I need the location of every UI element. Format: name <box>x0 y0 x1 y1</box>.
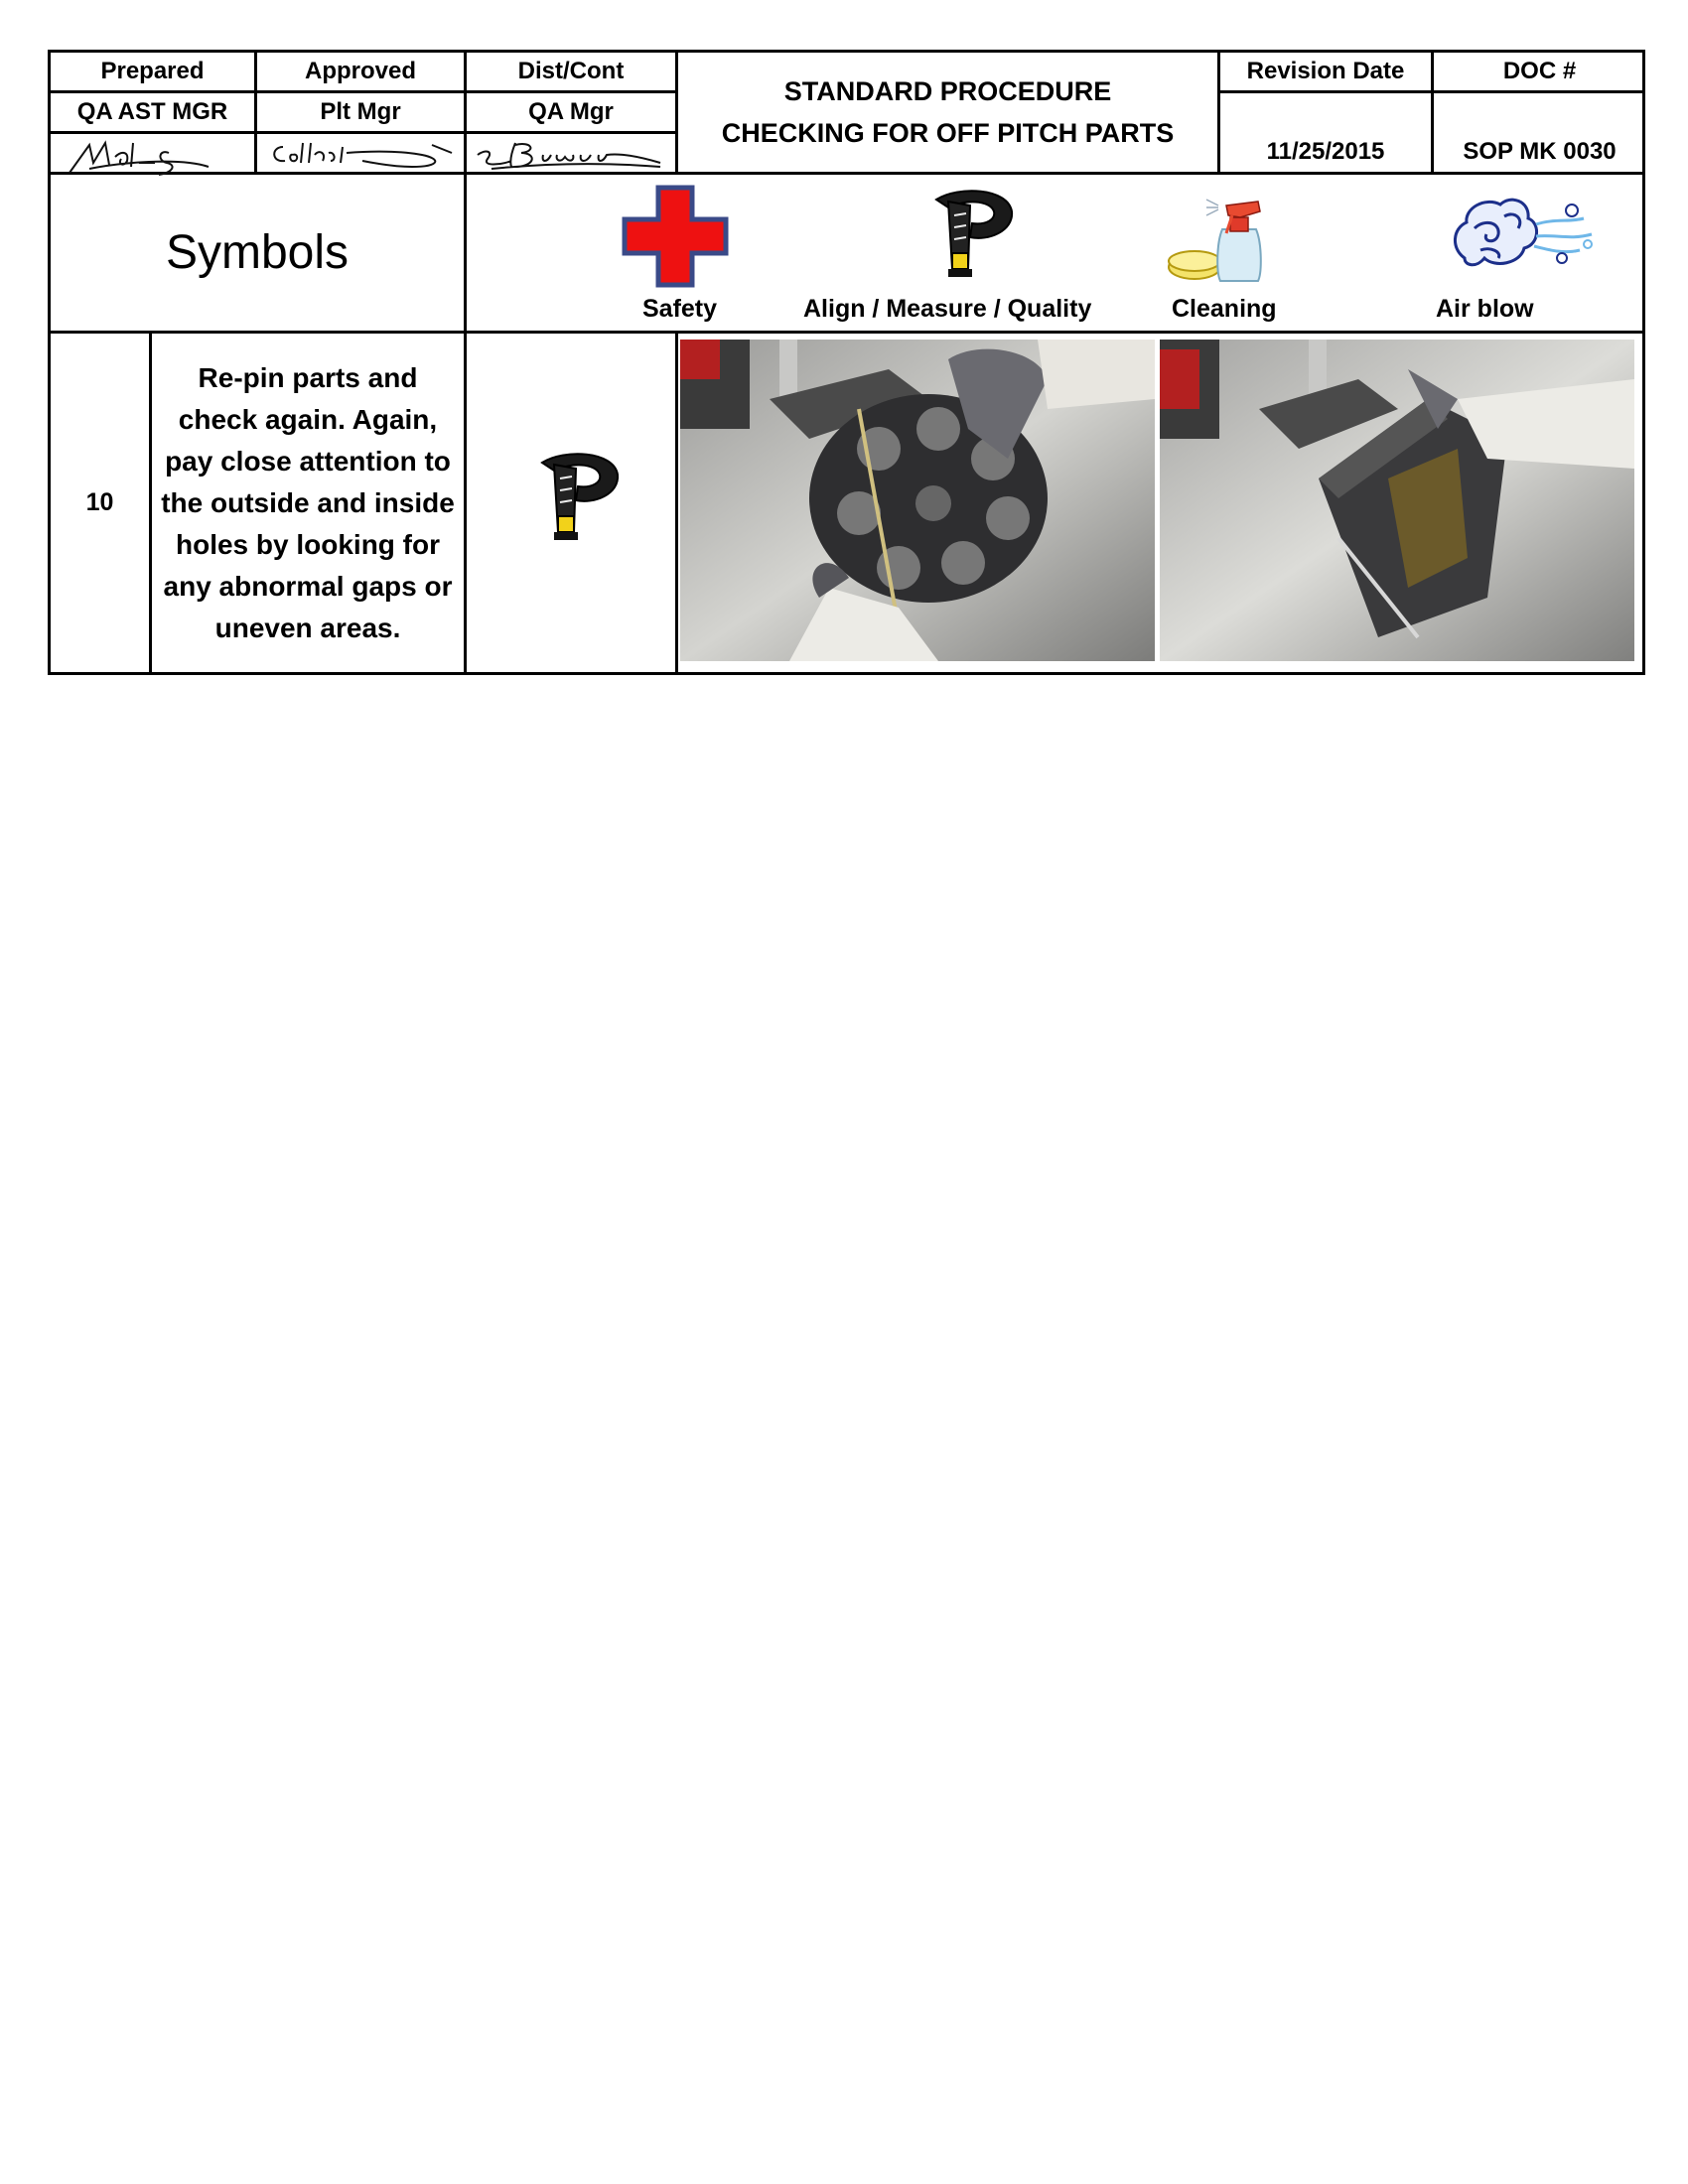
revision-date-header: Revision Date <box>1246 58 1405 84</box>
instruction-line: the outside and inside <box>161 486 455 518</box>
air-blow-icon <box>1445 189 1599 278</box>
dist-cont-signature <box>472 133 670 175</box>
step-instruction <box>152 334 464 672</box>
prepared-role: QA AST MGR <box>76 98 228 125</box>
doc-number-header: DOC # <box>1502 58 1577 84</box>
spray-bottle-icon <box>1167 194 1276 288</box>
title-line-1: STANDARD PROCEDURE <box>783 76 1112 106</box>
instruction-line: uneven areas. <box>214 612 401 643</box>
dist-cont-role: QA Mgr <box>528 98 614 125</box>
approved-header: Approved <box>304 58 416 84</box>
symbols-heading: Symbols <box>165 226 350 279</box>
symbol-label-align: Align / Measure / Quality <box>803 295 1092 323</box>
instruction-line: any abnormal gaps or <box>163 570 453 602</box>
pitch-p-icon <box>918 184 1018 283</box>
page-title <box>678 53 1217 172</box>
revision-date-value: 11/25/2015 <box>1266 138 1385 165</box>
title-line-2: CHECKING FOR OFF PITCH PARTS <box>721 118 1175 148</box>
approved-signature <box>263 133 462 175</box>
instruction-line: pay close attention to <box>165 445 451 477</box>
approved-role: Plt Mgr <box>320 98 401 125</box>
instruction-line: check again. Again, <box>178 403 438 435</box>
instruction-line: holes by looking for <box>175 528 440 560</box>
step-photo-front <box>680 340 1155 661</box>
step-number: 10 <box>85 488 114 516</box>
red-cross-icon <box>621 184 730 288</box>
prepared-signature <box>60 133 248 179</box>
pitch-p-icon <box>524 447 624 546</box>
prepared-header: Prepared <box>100 58 205 84</box>
symbol-label-air-blow: Air blow <box>1436 295 1534 323</box>
symbol-label-cleaning: Cleaning <box>1172 295 1277 323</box>
instruction-line: Re-pin parts and <box>198 361 418 393</box>
doc-number-value: SOP MK 0030 <box>1463 138 1617 165</box>
symbol-label-safety: Safety <box>642 295 718 323</box>
dist-cont-header: Dist/Cont <box>517 58 625 84</box>
step-photo-side <box>1160 340 1634 661</box>
